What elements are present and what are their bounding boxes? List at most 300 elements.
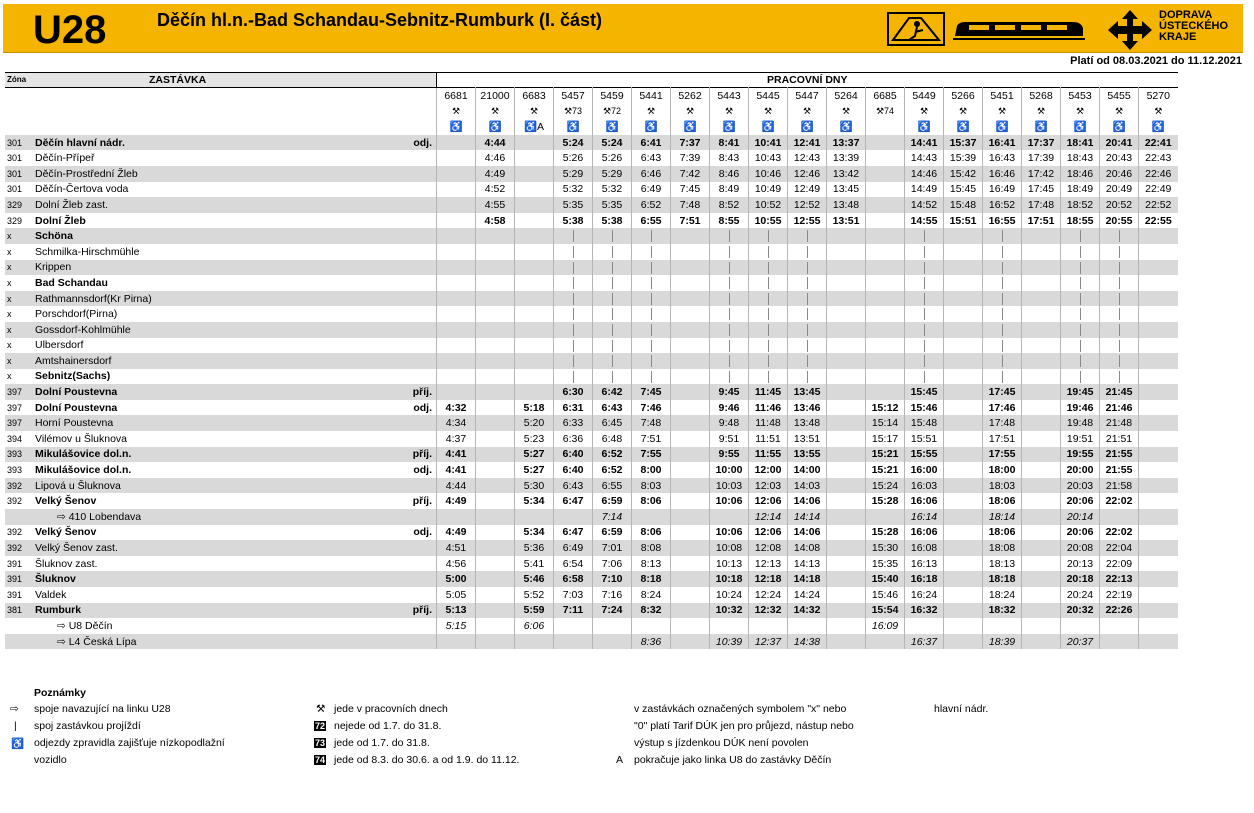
access-mark: ♿	[749, 119, 788, 135]
time-cell: 18:14	[983, 509, 1022, 525]
time-cell	[1022, 260, 1061, 276]
time-cell: 15:21	[866, 462, 905, 478]
pass-through-bar	[807, 246, 808, 258]
time-cell	[827, 525, 866, 541]
access-mark: ♿A	[515, 119, 554, 135]
time-cell	[1139, 525, 1178, 541]
time-cell: 10:52	[749, 197, 788, 213]
time-cell: 16:43	[983, 150, 1022, 166]
time-cell: 4:41	[437, 462, 476, 478]
time-cell: 15:54	[866, 603, 905, 619]
time-cell	[1022, 369, 1061, 385]
notes-section	[10, 687, 1010, 777]
time-cell	[827, 462, 866, 478]
time-cell: 22:04	[1100, 540, 1139, 556]
time-cell: 10:24	[710, 587, 749, 603]
pass-through-bar	[768, 277, 769, 289]
pass-through-mark	[554, 260, 593, 276]
train-number: 5459	[593, 88, 632, 104]
time-cell: 7:01	[593, 540, 632, 556]
train-number: 5447	[788, 88, 827, 104]
time-cell	[866, 369, 905, 385]
time-cell: 19:48	[1061, 415, 1100, 431]
time-cell: 21:46	[1100, 400, 1139, 416]
time-cell: 4:44	[437, 478, 476, 494]
pass-through-bar	[1002, 246, 1003, 258]
time-cell	[1139, 571, 1178, 587]
pass-through-mark	[788, 338, 827, 354]
time-cell: 14:41	[905, 135, 944, 151]
pass-through-bar	[1080, 324, 1081, 336]
day-mark: ⚒	[1139, 104, 1178, 120]
day-mark: ⚒	[1061, 104, 1100, 120]
train-number: 5451	[983, 88, 1022, 104]
time-cell	[1139, 634, 1178, 650]
time-cell: 19:45	[1061, 384, 1100, 400]
time-cell	[515, 338, 554, 354]
time-cell: 20:55	[1100, 213, 1139, 229]
time-cell: 4:49	[437, 525, 476, 541]
pass-through-bar	[768, 324, 769, 336]
time-cell	[944, 275, 983, 291]
time-cell: 6:43	[593, 400, 632, 416]
time-cell: 17:46	[983, 400, 1022, 416]
pass-through-bar	[612, 262, 613, 274]
pass-through-mark	[983, 369, 1022, 385]
time-cell: 17:48	[983, 415, 1022, 431]
time-cell	[827, 540, 866, 556]
time-cell: 12:49	[788, 182, 827, 198]
time-cell	[437, 306, 476, 322]
time-cell: 4:49	[476, 166, 515, 182]
train-number: 5266	[944, 88, 983, 104]
time-cell	[1139, 306, 1178, 322]
zone-cell: 391	[7, 558, 23, 569]
table-row	[5, 447, 1178, 463]
time-cell: 18:49	[1061, 182, 1100, 198]
access-mark: ♿	[554, 119, 593, 135]
time-cell: 22:46	[1139, 166, 1178, 182]
time-cell: 16:06	[905, 525, 944, 541]
arr-dep-label	[391, 353, 437, 369]
time-cell: 14:14	[788, 509, 827, 525]
train-number: 5453	[1061, 88, 1100, 104]
time-cell	[866, 384, 905, 400]
time-cell: 12:06	[749, 525, 788, 541]
stop-name: Šluknov	[33, 571, 391, 587]
bar-note: spoj zastávkou projíždí	[34, 720, 141, 732]
time-cell: 18:46	[1061, 166, 1100, 182]
access-mark: ♿	[437, 119, 476, 135]
time-cell	[1100, 634, 1139, 650]
day-mark: ⚒	[1100, 104, 1139, 120]
stop-name: Děčín-Prostřední Žleb	[33, 166, 391, 182]
time-cell: 18:55	[1061, 213, 1100, 229]
time-cell: 12:37	[749, 634, 788, 650]
day-mark: ⚒73	[554, 104, 593, 120]
time-cell	[476, 618, 515, 634]
time-cell: 15:17	[866, 431, 905, 447]
time-cell: 19:55	[1061, 447, 1100, 463]
time-cell	[944, 478, 983, 494]
pass-through-bar	[1119, 293, 1120, 305]
time-cell: 6:52	[593, 462, 632, 478]
time-cell: 12:46	[788, 166, 827, 182]
table-row	[5, 493, 1178, 509]
zone-cell: x	[5, 291, 33, 307]
time-cell: 4:37	[437, 431, 476, 447]
time-cell: 16:03	[905, 478, 944, 494]
time-cell	[1139, 415, 1178, 431]
time-cell: 12:43	[788, 150, 827, 166]
arr-dep-label: příj.	[391, 603, 437, 619]
table-row	[5, 213, 1178, 229]
pass-through-bar	[924, 246, 925, 258]
pass-through-bar	[1119, 262, 1120, 274]
train-number: 21000	[476, 88, 515, 104]
time-cell: 22:09	[1100, 556, 1139, 572]
x-note-3: výstup s jízdenkou DÚK není povolen	[634, 737, 809, 749]
time-cell: 13:55	[788, 447, 827, 463]
pass-through-mark	[1100, 338, 1139, 354]
time-cell: 22:02	[1100, 525, 1139, 541]
time-cell	[476, 447, 515, 463]
time-cell: 8:18	[632, 571, 671, 587]
time-cell	[1022, 556, 1061, 572]
time-cell: 7:11	[554, 603, 593, 619]
time-cell	[1139, 493, 1178, 509]
time-cell	[710, 509, 749, 525]
arr-dep-label	[391, 322, 437, 338]
pass-through-bar	[1002, 293, 1003, 305]
time-cell: 7:42	[671, 166, 710, 182]
time-cell: 17:51	[1022, 213, 1061, 229]
time-cell: 22:41	[1139, 135, 1178, 151]
time-cell	[944, 493, 983, 509]
pass-through-bar	[924, 293, 925, 305]
pass-through-bar	[651, 340, 652, 352]
time-cell	[866, 322, 905, 338]
pass-through-bar	[924, 355, 925, 367]
access-mark: ♿	[671, 119, 710, 135]
pass-through-mark	[710, 353, 749, 369]
time-cell: 8:46	[710, 166, 749, 182]
arr-dep-label	[391, 150, 437, 166]
time-cell	[866, 135, 905, 151]
time-cell	[944, 322, 983, 338]
time-cell	[827, 618, 866, 634]
pass-through-mark	[788, 306, 827, 322]
bar-symbol: |	[14, 720, 17, 732]
time-cell	[1139, 431, 1178, 447]
region-logo-icon	[1107, 9, 1153, 51]
pass-through-mark	[905, 369, 944, 385]
time-cell	[476, 338, 515, 354]
stop-name: ⇨ 410 Lobendava	[33, 509, 391, 525]
time-cell	[671, 618, 710, 634]
time-cell: 15:46	[866, 587, 905, 603]
pass-through-bar	[768, 340, 769, 352]
time-cell: 15:21	[866, 447, 905, 463]
pass-through-mark	[632, 338, 671, 354]
stop-name: Ulbersdorf	[35, 339, 84, 352]
time-cell: 4:46	[476, 150, 515, 166]
pass-through-bar	[1002, 355, 1003, 367]
time-cell: 20:32	[1061, 603, 1100, 619]
pass-through-bar	[807, 230, 808, 242]
time-cell: 4:32	[437, 400, 476, 416]
time-cell: 10:18	[710, 571, 749, 587]
pass-through-bar	[651, 355, 652, 367]
pass-through-bar	[729, 262, 730, 274]
pass-through-bar	[651, 246, 652, 258]
time-cell: 7:46	[632, 400, 671, 416]
time-cell: 14:06	[788, 525, 827, 541]
time-cell: 11:55	[749, 447, 788, 463]
time-cell: 6:46	[632, 166, 671, 182]
arr-dep-label	[391, 478, 437, 494]
time-cell	[1139, 509, 1178, 525]
time-cell	[476, 384, 515, 400]
pass-through-bar	[1119, 355, 1120, 367]
time-cell: 6:43	[632, 150, 671, 166]
time-cell	[866, 291, 905, 307]
time-cell	[944, 306, 983, 322]
pass-through-mark	[983, 322, 1022, 338]
access-note-2: vozidlo	[34, 754, 67, 766]
time-cell: 6:31	[554, 400, 593, 416]
pass-through-mark	[905, 338, 944, 354]
time-cell: 8:06	[632, 525, 671, 541]
time-cell: 5:38	[593, 213, 632, 229]
time-cell	[476, 400, 515, 416]
arr-dep-label	[391, 415, 437, 431]
pass-through-bar	[1119, 324, 1120, 336]
time-cell: 17:45	[983, 384, 1022, 400]
time-cell: 16:09	[866, 618, 905, 634]
time-cell: 14:13	[788, 556, 827, 572]
time-cell: 16:41	[983, 135, 1022, 151]
time-cell	[515, 369, 554, 385]
pass-through-mark	[554, 306, 593, 322]
time-cell	[866, 634, 905, 650]
pass-through-mark	[905, 322, 944, 338]
time-cell: 15:30	[866, 540, 905, 556]
time-cell: 16:55	[983, 213, 1022, 229]
train-number: 5264	[827, 88, 866, 104]
time-cell: 6:33	[554, 415, 593, 431]
time-cell: 6:42	[593, 384, 632, 400]
time-cell	[437, 384, 476, 400]
time-cell: 13:51	[827, 213, 866, 229]
time-cell: 4:34	[437, 415, 476, 431]
time-cell: 12:55	[788, 213, 827, 229]
time-cell: 20:18	[1061, 571, 1100, 587]
pass-through-bar	[651, 324, 652, 336]
time-cell	[437, 291, 476, 307]
pass-through-bar	[729, 308, 730, 320]
time-cell	[1139, 275, 1178, 291]
pass-through-mark	[788, 369, 827, 385]
pass-through-bar	[612, 293, 613, 305]
stop-name: Dolní Žleb zast.	[33, 197, 391, 213]
pass-through-mark	[1061, 291, 1100, 307]
access-mark: ♿	[1100, 119, 1139, 135]
time-cell: 14:38	[788, 634, 827, 650]
table-row	[5, 338, 1178, 354]
time-cell: 18:24	[983, 587, 1022, 603]
time-cell	[944, 228, 983, 244]
time-cell: 9:48	[710, 415, 749, 431]
zone-cell: x	[7, 246, 12, 257]
access-mark: ♿	[593, 119, 632, 135]
time-cell	[905, 618, 944, 634]
time-cell	[827, 571, 866, 587]
time-cell	[437, 634, 476, 650]
time-cell: 21:55	[1100, 462, 1139, 478]
a-symbol: A	[616, 754, 624, 766]
time-cell: 14:06	[788, 493, 827, 509]
arr-dep-label: příj.	[391, 384, 437, 400]
time-cell	[476, 478, 515, 494]
time-cell	[437, 213, 476, 229]
time-cell	[671, 431, 710, 447]
zone-cell: 394	[7, 433, 23, 444]
day-mark: ⚒	[827, 104, 866, 120]
time-cell: 22:02	[1100, 493, 1139, 509]
arr-dep-label: odj.	[391, 135, 437, 151]
time-cell: 5:24	[554, 135, 593, 151]
time-cell: 22:43	[1139, 150, 1178, 166]
time-cell	[1139, 540, 1178, 556]
pass-through-bar	[729, 230, 730, 242]
arr-dep-label	[391, 213, 437, 229]
time-cell	[827, 228, 866, 244]
time-cell: 15:48	[944, 197, 983, 213]
time-cell: 7:45	[632, 384, 671, 400]
time-cell	[476, 369, 515, 385]
day-mark: ⚒	[632, 104, 671, 120]
time-cell	[866, 150, 905, 166]
time-cell	[944, 400, 983, 416]
pass-through-bar	[807, 262, 808, 274]
arr-dep-label	[391, 291, 437, 307]
time-cell	[671, 322, 710, 338]
time-cell	[671, 369, 710, 385]
time-cell: 6:43	[554, 478, 593, 494]
time-cell: 15:14	[866, 415, 905, 431]
pass-through-bar	[1119, 371, 1120, 383]
pass-through-mark	[788, 275, 827, 291]
time-cell	[944, 353, 983, 369]
time-cell	[671, 571, 710, 587]
zone-cell: 301	[5, 135, 33, 151]
arr-dep-label	[391, 182, 437, 198]
stop-name: Dolní Poustevna	[35, 401, 118, 414]
pass-through-mark	[905, 244, 944, 260]
time-cell: 12:41	[788, 135, 827, 151]
pass-through-bar	[768, 293, 769, 305]
time-cell: 7:06	[593, 556, 632, 572]
pass-through-bar	[1080, 246, 1081, 258]
time-cell	[827, 275, 866, 291]
time-cell	[1139, 322, 1178, 338]
time-cell	[866, 275, 905, 291]
train-icon	[951, 18, 1086, 42]
time-cell: 5:35	[554, 197, 593, 213]
arr-dep-label: příj.	[391, 447, 437, 463]
time-cell	[515, 634, 554, 650]
time-cell	[944, 447, 983, 463]
time-cell: 17:37	[1022, 135, 1061, 151]
time-cell	[1139, 400, 1178, 416]
time-cell: 7:10	[593, 571, 632, 587]
hammer-note: jede v pracovních dnech	[334, 703, 448, 715]
time-cell: 15:51	[905, 431, 944, 447]
zone-cell: 392	[7, 496, 23, 507]
pass-through-mark	[983, 291, 1022, 307]
table-row	[5, 509, 1178, 525]
time-cell: 14:46	[905, 166, 944, 182]
time-cell: 15:46	[905, 400, 944, 416]
time-cell	[476, 244, 515, 260]
pass-through-bar	[1002, 340, 1003, 352]
pass-through-mark	[983, 306, 1022, 322]
time-cell	[1100, 509, 1139, 525]
pass-through-mark	[593, 306, 632, 322]
time-cell	[671, 525, 710, 541]
time-cell: 16:46	[983, 166, 1022, 182]
time-cell	[437, 135, 476, 151]
time-cell	[1022, 306, 1061, 322]
pass-through-bar	[729, 371, 730, 383]
arr-dep-label	[391, 228, 437, 244]
time-cell	[944, 634, 983, 650]
time-cell	[437, 353, 476, 369]
pass-through-mark	[554, 291, 593, 307]
time-cell: 14:43	[905, 150, 944, 166]
time-cell: 20:41	[1100, 135, 1139, 151]
arr-dep-label: odj.	[413, 401, 432, 414]
pass-through-mark	[749, 228, 788, 244]
time-cell: 16:18	[905, 571, 944, 587]
time-cell: 17:39	[1022, 150, 1061, 166]
time-cell: 10:13	[710, 556, 749, 572]
pass-through-bar	[729, 277, 730, 289]
time-cell: 6:48	[593, 431, 632, 447]
time-cell: 8:32	[632, 603, 671, 619]
time-cell: 18:06	[983, 525, 1022, 541]
time-cell: 5:52	[515, 587, 554, 603]
arr-dep-label	[391, 509, 437, 525]
pass-through-mark	[788, 244, 827, 260]
pass-through-mark	[554, 275, 593, 291]
zone-cell: 391	[5, 571, 33, 587]
note-72: nejede od 1.7. do 31.8.	[334, 720, 442, 732]
stop-name: Velký Šenov zast.	[33, 540, 391, 556]
pass-through-bar	[729, 324, 730, 336]
access-mark: ♿	[905, 119, 944, 135]
table-row	[5, 166, 1178, 182]
time-cell: 6:52	[632, 197, 671, 213]
line-number: U28	[33, 8, 107, 52]
time-cell	[1022, 244, 1061, 260]
time-cell: 10:06	[710, 525, 749, 541]
time-cell: 15:45	[905, 384, 944, 400]
pass-through-bar	[573, 277, 574, 289]
pass-through-mark	[983, 260, 1022, 276]
zone-cell: x	[7, 277, 12, 288]
